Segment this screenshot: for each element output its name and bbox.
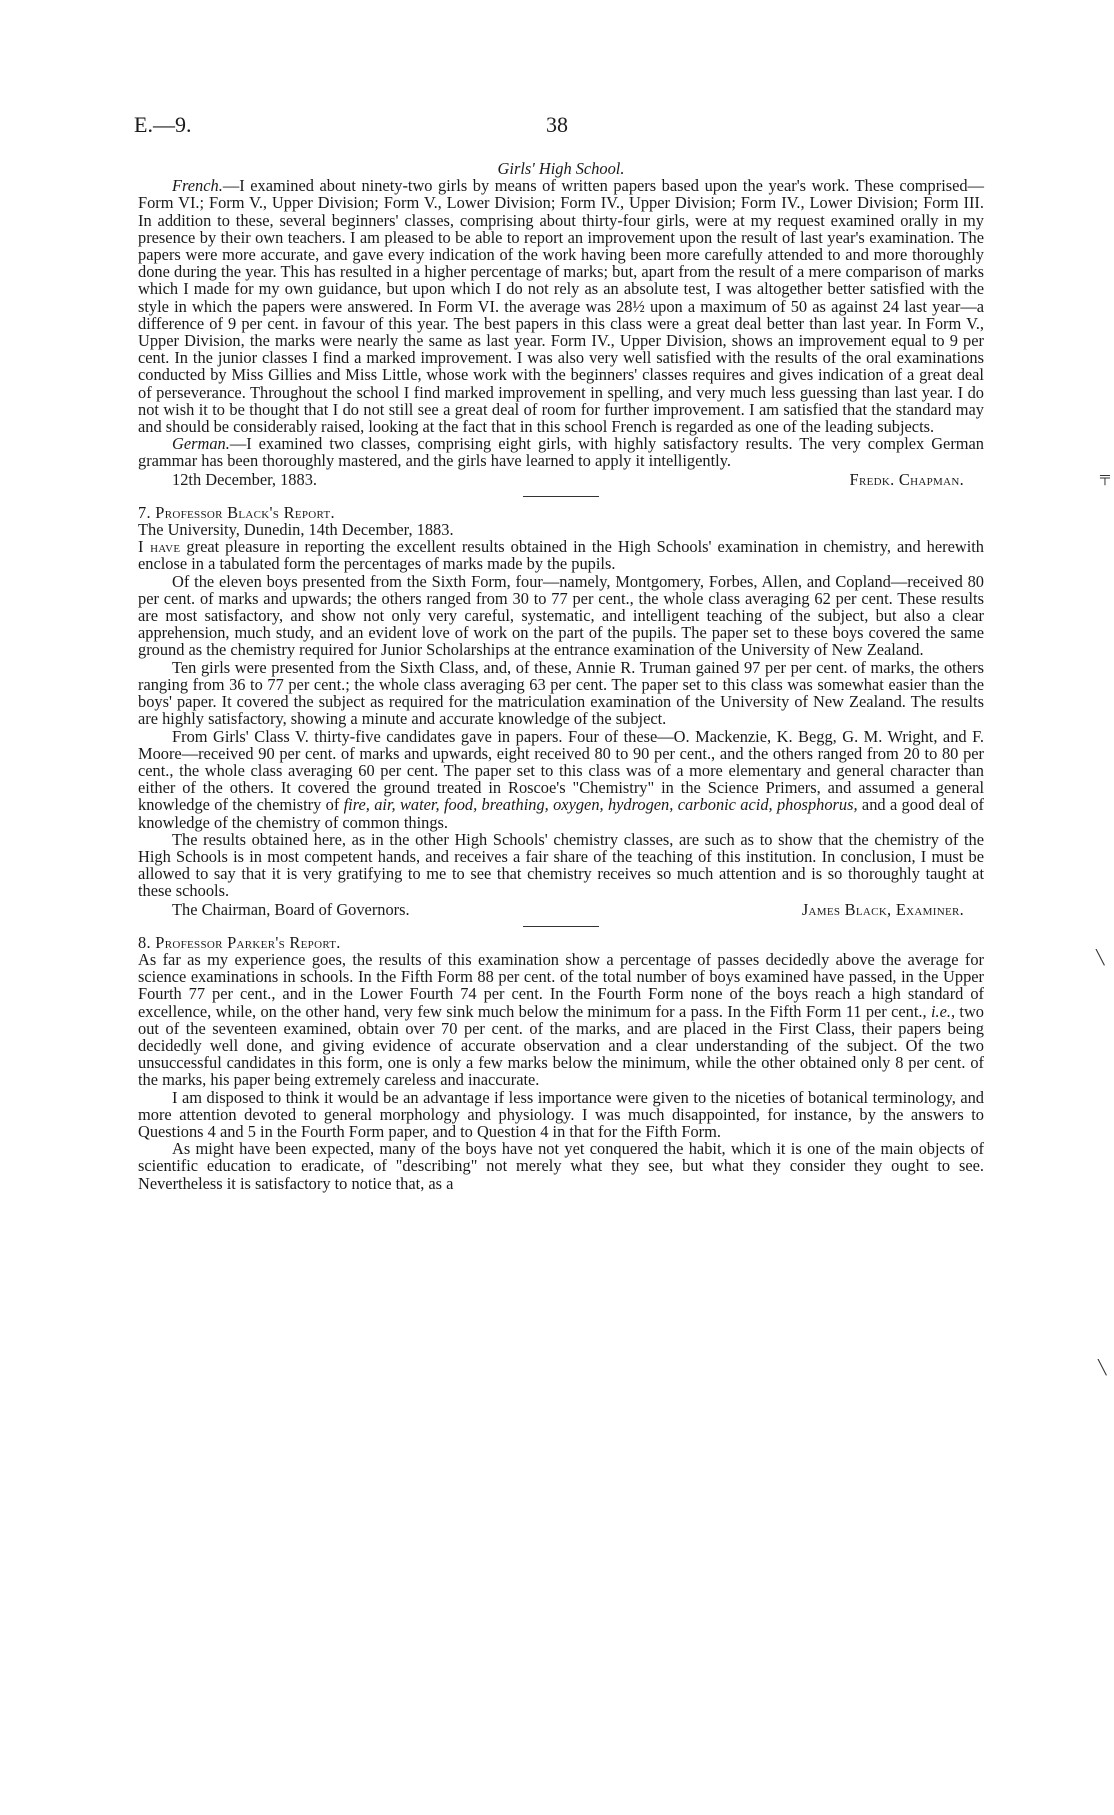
black-p4-a: From Girls' Class V. thirty-five candidates gave in papers. Four of these—O. Mackenzie, K. Begg, G. M. Wright, and F. Moore—received 90 per cent. of marks and upwards, eight received 80 to 90 per cent., and the others ranged from 20 to 80 per cent., the whole class averaging 60 per cent. The paper set to this class was of a more elementary and general character than either of the others. It covered the ground treated in Roscoe's "Chemistry" in the Science Primers, and assumed a general knowledge of the chemistry of [138,726,984,815]
chapman-name: Fredk. Chapman. [849,469,964,489]
parker-report-heading: 8. Professor Parker's Report. [138,932,341,952]
french-text: —I examined about ninety-two girls by means of written papers based upon the year's work. These comprised—Form VI.; Form V., Upper Division; Form V., Lower Division; Form IV., Upper Division; Form IV., Lower Division; Form III. In addition to these, several beginners' classes, comprising about thirty-four girls, were at my request examined orally in my presence by their own teachers. I am pleased to be able to report an improvement upon the result of last year's examination. The papers were more accurate, and gave every indication of the work having been more carefully attended to and more thoroughly done during the year. This has resulted in a higher percentage of marks; but, apart from the result of a mere comparison of marks which I made for my own guidance, but upon which I do not rely as an absolute test, I was altogether better satisfied with the style in which the papers were answered. In Form VI. the average was 28½ upon a maximum of 50 as against 24 last year—a difference of 9 per cent. in favour of this year. The best papers in this class were a great deal better than last year. In Form V., Upper Division, the marks were nearly the same as last year. Form IV., Upper Division, shows an improvement equal to 9 per cent. In the junior classes I find a marked improvement. I was also very well satisfied with the results of the oral examinations conducted by Miss Gillies and Miss Little, whose work with the beginners' classes requires and gives indication of a great deal of perseverance. Throughout the school I find marked improvement in spelling, and very much less guessing than last year. I do not wish it to be thought that I do not still see a great deal of room for further improvement. I am satisfied that the standard may and should be considerably raised, looking at the fact that in this school French is regarded as one of the leading subjects. [138,176,984,437]
black-p4-b: and a good deal of knowledge of the chemistry of common things. [138,795,984,832]
black-lead-words: I have [138,537,181,557]
black-paragraph-3: Ten girls were presented from the Sixth Class, and, of these, Annie R. Truman gained 97 per per cent. of marks, the others ranging from 36 to 77 per cent.; the whole class averaging 63 per cent. The paper set to this class was somewhat easier than the boys' paper. It covered the subject as required for the matriculation examination of the University of New Zealand. The results are highly satisfactory, showing a minute and accurate knowledge of the subject. [138,657,984,729]
parker-p1-a: As far as my experience goes, the results of this examination show a percentage of passes decidedly above the average for science examinations in schools. In the Fifth Form 88 per cent. of the total number of boys examined have passed, in the Upper Fourth 77 per cent., and in the Lower Fourth 74 per cent. In the Fourth Form none of the boys reach a high standard of excellence, while, on the other hand, very few sink much below the minimum for a pass. In the Fifth Form 11 per cent., [138,949,984,1021]
page-number: 38 [546,112,568,137]
page-header [134,112,980,142]
black-signature: James Black, Examiner. [801,899,964,919]
black-p1-text: great pleasure in reporting the excellent results obtained in the High Schools' examination in chemistry, and herewith enclose in a tabulated form the percentages of marks made by the pupils. [138,537,984,574]
black-paragraph-2: Of the eleven boys presented from the Sixth Form, four—namely, Montgomery, Forbes, Allen, and Copland—received 80 per cent. of marks and upwards; the others ranged from 30 to 77 per cent., the whole class averaging 62 per cent. These results are most satisfactory, and show not only very careful, systematic, and intelligent teaching of the subject, but also a clear apprehension, much study, and an evident love of work on the part of the pupils. The paper set to these boys covered the same ground as the chemistry required for Junior Scholarships at the entrance examination of the University of New Zealand. [138,571,984,660]
black-report-dateline: The University, Dunedin, 14th December, 1883. [138,520,454,540]
black-paragraph-1 [138,538,984,572]
parker-paragraph-2: I am disposed to think it would be an advantage if less importance were given to the niceties of botanical terminology, and more attention devoted to general morphology and physiology. I was much disappointed, for instance, by the answers to Questions 4 and 5 in the Fourth Form paper, and to Question 4 in that for the Fifth Form. [138,1087,984,1141]
black-addressee: The Chairman, Board of Governors. [172,899,410,919]
black-report-heading: 7. Professor Black's Report. [138,502,335,522]
french-paragraph [138,177,984,435]
german-label: German. [172,434,230,454]
parker-paragraph-1 [138,951,984,1089]
margin-mark: ╲ [1096,951,1105,966]
black-paragraph-5: The results obtained here, as in the other High Schools' chemistry classes, are such as to show that the chemistry of the High Schools is in most competent hands, and receives a fair share of the teaching of this institution. In conclusion, I must be allowed to say that it is very gratifying to me to see that chemistry receives so much attention and is so thoroughly taught at these schools. [138,829,984,901]
page-body [138,160,984,1192]
chapman-signature-line [138,471,984,488]
section-divider-2 [523,926,599,927]
section-divider [523,496,599,497]
parker-p1-ie: i.e., [930,1001,956,1021]
margin-mark: ╤ [1100,470,1110,485]
margin-mark: ╲ [1098,1361,1107,1376]
black-p4-terms: fire, air, water, food, breathing, oxygen, hydrogen, carbonic acid, phosphorus, [343,795,858,815]
parker-paragraph-3: As might have been expected, many of the boys have not yet conquered the habit, which it is one of the main objects of scientific education to eradicate, of "describing" not merely what they see, but what they consider they ought to see. Nevertheless it is satisfactory to notice that, as a [138,1139,984,1193]
black-signature-line [138,901,984,918]
french-label: French. [172,176,223,196]
german-paragraph [138,435,984,469]
black-paragraph-4 [138,728,984,831]
document-reference: E.—9. [134,112,192,137]
parker-p1-b: two out of the seventeen examined, obtain over 70 per cent. of the marks, and are placed in the First Class, their papers being decidedly well done, and giving evidence of accurate observation and a clear understanding of the subject. Of the two unsuccessful candidates in this form, one is only a few marks below the minimum, while the other obtained only 8 per cent. of the marks, his paper being extremely careless and inaccurate. [138,1001,984,1090]
section-title: Girls' High School. [497,159,625,178]
chapman-date: 12th December, 1883. [172,469,317,489]
german-text: —I examined two classes, comprising eight girls, with highly satisfactory results. The very complex German grammar has been thoroughly mastered, and the girls have learned to apply it intelligently. [138,434,984,471]
